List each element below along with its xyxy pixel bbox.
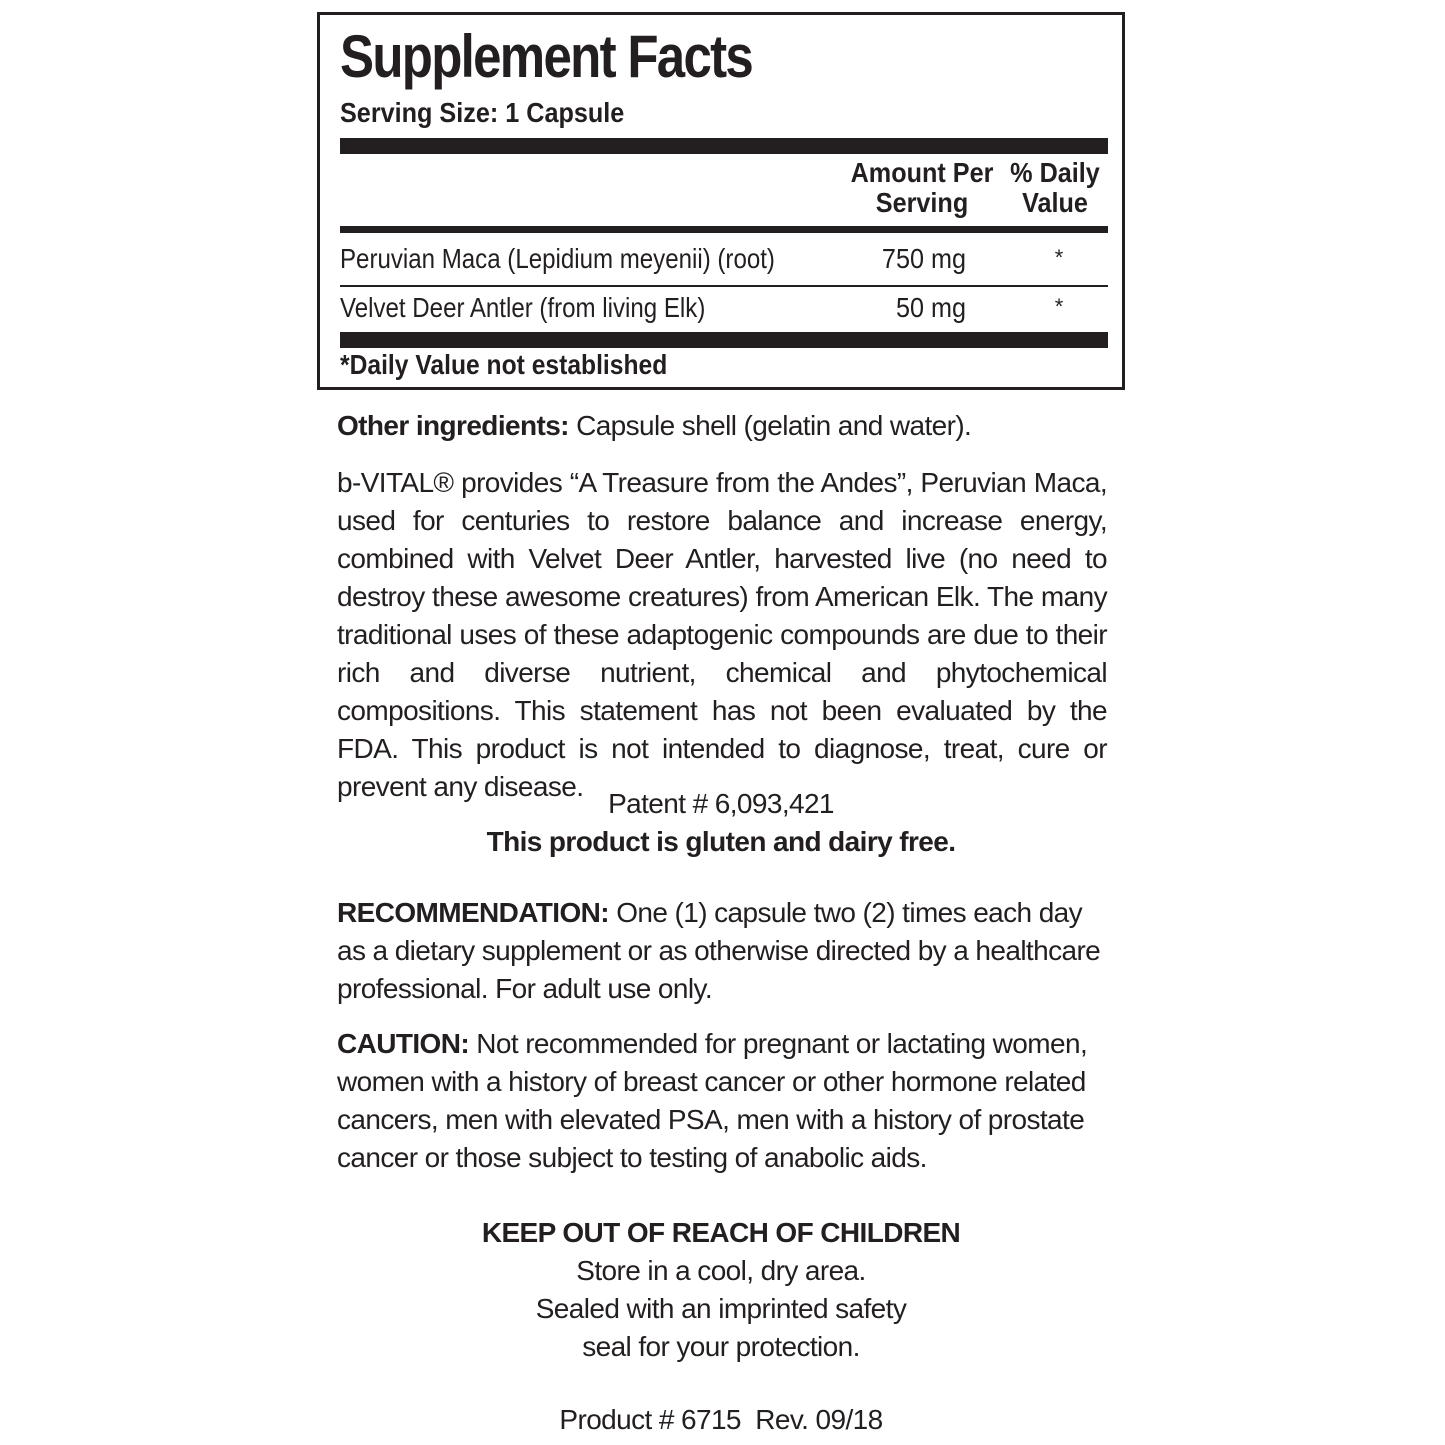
daily-value-header [1006, 158, 1105, 218]
storage-line: Store in a cool, dry area. [576, 1255, 866, 1286]
header-divider-bar [340, 138, 1108, 154]
amount-header-line2: Serving [875, 187, 969, 218]
product-number-revision: Product # 6715 Rev. 09/18 [559, 1404, 883, 1435]
dv-header-line1: % Daily [1010, 157, 1100, 188]
other-ingredients-text: Capsule shell (gelatin and water). [568, 410, 972, 441]
patent-number: Patent # 6,093,421 [608, 788, 834, 819]
column-header-divider [340, 226, 1108, 233]
storage-line: seal for your protection. [582, 1331, 860, 1362]
row-divider [340, 285, 1108, 287]
facts-title: Supplement Facts [340, 23, 753, 90]
ingredient-name: Peruvian Maca (Lepidium meyenii) (root) [340, 243, 775, 274]
recommendation-label: RECOMMENDATION: [337, 897, 610, 928]
footer-divider-bar [340, 332, 1108, 348]
ingredient-amount: 50 mg [895, 292, 966, 323]
other-ingredients-label: Other ingredients: [337, 410, 569, 441]
caution [337, 1025, 1107, 1177]
recommendation [337, 894, 1107, 1008]
ingredient-amount: 750 mg [881, 243, 966, 274]
supplement-facts-panel [317, 12, 1125, 390]
caution-text: Not recommended for pregnant or lactating women, women with a history of breast cancer or other hormone related cancers, men with elevated PSA, men with a history of prostate cancer or those subject to testing of anabolic aids. [337, 1028, 1088, 1173]
keep-out-of-reach: KEEP OUT OF REACH OF CHILDREN [481, 1217, 961, 1248]
ingredient-daily-value: * [1054, 294, 1064, 319]
recommendation-text: One (1) capsule two (2) times each day as a dietary supplement or as otherwise directed by a healthcare professional. For adult use only. [337, 897, 1101, 1004]
ingredient-name: Velvet Deer Antler (from living Elk) [340, 292, 706, 323]
amount-per-serving-header [850, 158, 994, 218]
other-ingredients [337, 407, 1107, 445]
caution-label: CAUTION: [337, 1028, 470, 1059]
serving-size: Serving Size: 1 Capsule [340, 97, 625, 128]
ingredient-daily-value: * [1054, 245, 1064, 270]
gluten-dairy-statement: This product is gluten and dairy free. [486, 826, 956, 857]
amount-header-line1: Amount Per [850, 157, 994, 188]
daily-value-footnote: *Daily Value not established [340, 349, 668, 380]
dv-header-line2: Value [1022, 187, 1088, 218]
product-description: b-VITAL® provides “A Treasure from the Andes”, Peruvian Maca, used for centuries to restore balance and increase energy, combined with Velvet Deer Antler, harvested live (no need to destroy these awesome creatures) from American Elk. The many traditional uses of these adaptogenic compounds are due to their rich and diverse nutrient, chemical and phytochemical compositions. This statement has not been evaluated by the FDA. This product is not intended to diagnose, treat, cure or prevent any disease. [337, 467, 1107, 802]
storage-line: Sealed with an imprinted safety [535, 1293, 907, 1324]
